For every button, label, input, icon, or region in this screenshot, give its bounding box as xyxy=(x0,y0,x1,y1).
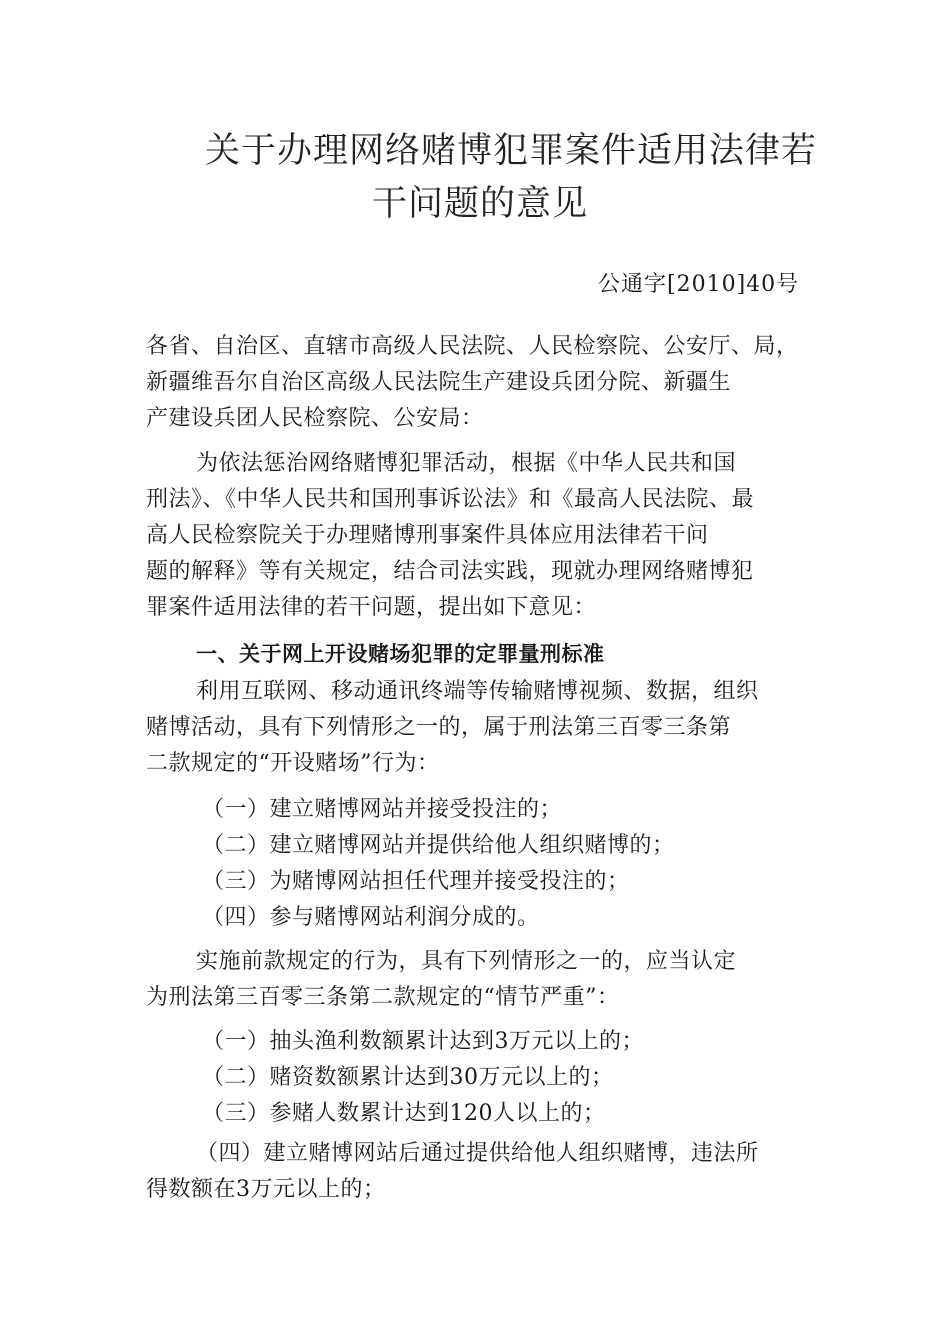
paragraph-line: 为依法惩治网络赌博犯罪活动，根据《中华人民共和国 xyxy=(196,451,737,476)
addressee-line: 各省、自治区、直辖市高级人民法院、人民检察院、公安厅、局， xyxy=(146,334,799,359)
paragraph-line: 利用互联网、移动通讯终端等传输赌博视频、数据，组织 xyxy=(196,679,759,704)
list-item: （一）抽头渔利数额累计达到3万元以上的； xyxy=(202,1029,644,1054)
list-item: （二）赌资数额累计达到30万元以上的； xyxy=(202,1065,614,1090)
section-heading: 一、关于网上开设赌场犯罪的定罪量刑标准 xyxy=(196,642,605,666)
list-item: （四）建立赌博网站后通过提供给他人组织赌博，违法所 xyxy=(196,1141,759,1166)
list-item: （二）建立赌博网站并提供给他人组织赌博的； xyxy=(202,833,675,858)
list-item: （三）为赌博网站担任代理并接受投注的； xyxy=(202,869,630,894)
paragraph-line: 题的解释》等有关规定，结合司法实践，现就办理网络赌博犯 xyxy=(146,559,754,584)
addressee-line: 产建设兵团人民检察院、公安局： xyxy=(146,406,484,431)
list-item: （四）参与赌博网站利润分成的。 xyxy=(202,905,540,930)
list-item: （三）参赌人数累计达到120人以上的； xyxy=(202,1101,606,1126)
paragraph-line: 二款规定的“开设赌场”行为： xyxy=(146,751,440,776)
addressee-line: 新疆维吾尔自治区高级人民法院生产建设兵团分院、新疆生 xyxy=(146,370,732,395)
document-title-line-1: 关于办理网络赌博犯罪案件适用法律若 xyxy=(205,131,818,171)
paragraph-line: 为刑法第三百零三条第二款规定的“情节严重”： xyxy=(146,985,620,1010)
paragraph-line: 罪案件适用法律的若干问题，提出如下意见： xyxy=(146,595,597,620)
paragraph-line: 实施前款规定的行为，具有下列情形之一的，应当认定 xyxy=(196,949,737,974)
list-item: （一）建立赌博网站并接受投注的； xyxy=(202,797,563,822)
paragraph-line: 赌博活动，具有下列情形之一的，属于刑法第三百零三条第 xyxy=(146,715,732,740)
paragraph-line: 高人民检察院关于办理赌博刑事案件具体应用法律若干问 xyxy=(146,523,709,548)
document-number: 公通字[2010]40号 xyxy=(598,272,800,297)
paragraph-line: 刑法》、《中华人民共和国刑事诉讼法》和《最高人民法院、最 xyxy=(146,487,755,512)
document-title-line-2: 干问题的意见 xyxy=(372,184,589,224)
paragraph-line: 得数额在3万元以上的； xyxy=(146,1177,386,1202)
